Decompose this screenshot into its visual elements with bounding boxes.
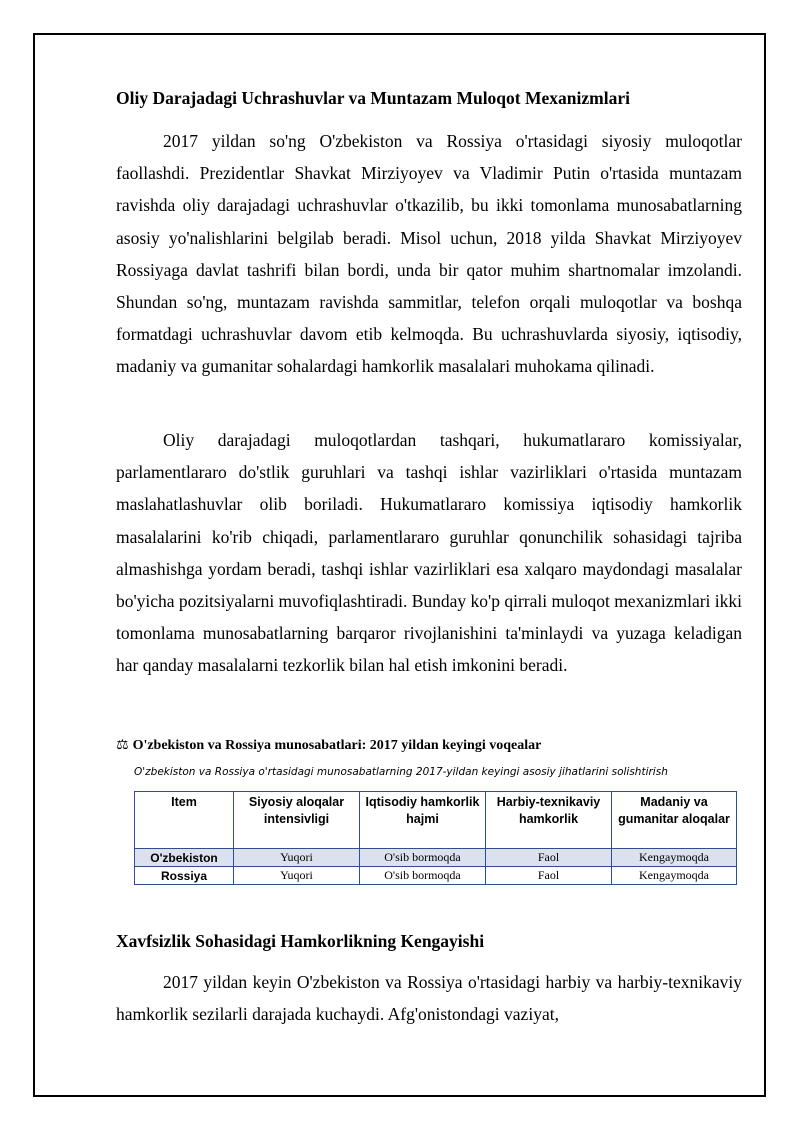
- table-row: [135, 849, 737, 867]
- row-header: O'zbekiston: [135, 849, 234, 867]
- table-row: [135, 867, 737, 885]
- column-header: Harbiy-texnikaviy hamkorlik: [486, 792, 612, 849]
- section-heading: Oliy Darajadagi Uchrashuvlar va Muntazam Muloqot Mexanizmlari: [116, 88, 630, 108]
- table-cell: O'sib bormoqda: [360, 867, 486, 885]
- section-heading: Xavfsizlik Sohasidagi Hamkorlikning Kengayishi: [116, 931, 485, 951]
- table-cell: O'sib bormoqda: [360, 849, 486, 867]
- column-header: Siyosiy aloqalar intensivligi: [234, 792, 360, 849]
- scales-icon: ⚖: [116, 737, 129, 753]
- comparison-table: [134, 791, 737, 885]
- row-header: Rossiya: [135, 867, 234, 885]
- table-cell: Yuqori: [234, 867, 360, 885]
- column-header: Iqtisodiy hamkorlik hajmi: [360, 792, 486, 849]
- table-title-text: O'zbekiston va Rossiya munosabatlari: 2017 yildan keyingi voqealar: [132, 738, 542, 753]
- column-header: Madaniy va gumanitar aloqalar: [612, 792, 737, 849]
- table-cell: Kengaymoqda: [612, 867, 737, 885]
- body-paragraph: Oliy darajadagi muloqotlardan tashqari, hukumatlararo komissiyalar, parlamentlararo do'stlik guruhlari va tashqi ishlar vazirliklari o'rtasida muntazam maslahatlashuvlar olib boriladi. Hukumatlararo komissiya iqtisodiy hamkorlik masalalarini ko'rib chiqadi, parlamentlararo guruhlar qonunchilik sohasidagi tajriba almashishga yordam beradi, tashqi ishlar vazirliklari esa xalqaro maydondagi masalalar bo'yicha pozitsiyalarni muvofiqlashtiradi. Bunday ko'p qirrali muloqot mexanizmlari ikki tomonlama munosabatlarning barqaror rivojlanishini ta'minlaydi va yuzaga keladigan har qanday masalalarni tezkorlik bilan hal etish imkonini beradi.: [116, 430, 742, 676]
- table-cell: Faol: [486, 867, 612, 885]
- table-cell: Faol: [486, 849, 612, 867]
- table-title: [116, 737, 742, 754]
- table-cell: Kengaymoqda: [612, 849, 737, 867]
- body-paragraph: 2017 yildan so'ng O'zbekiston va Rossiya o'rtasidagi siyosiy muloqotlar faollashdi. Prezidentlar Shavkat Mirziyoyev va Vladimir Putin o'rtasida muntazam ravishda oliy darajadagi uchrashuvlar o'tkazilib, bu ikki tomonlama munosabatlarning asosiy yo'nalishlarini belgilab beradi. Misol uchun, 2018 yilda Shavkat Mirziyoyev Rossiyaga davlat tashrifi bilan bordi, unda bir qator muhim shartnomalar imzolandi. Shundan so'ng, muntazam ravishda sammitlar, telefon orqali muloqotlar va boshqa formatdagi uchrashuvlar davom etib kelmoqda. Bu uchrashuvlarda siyosiy, iqtisodiy, madaniy va gumanitar sohalardagi hamkorlik masalalari muhokama qilinadi.: [116, 131, 742, 377]
- table-cell: Yuqori: [234, 849, 360, 867]
- column-header: Item: [135, 792, 234, 849]
- body-paragraph: 2017 yildan keyin O'zbekiston va Rossiya o'rtasidagi harbiy va harbiy-texnikaviy hamkorlik sezilarli darajada kuchaydi. Afg'onistondagi vaziyat,: [116, 972, 742, 1025]
- table-header-row: [135, 792, 737, 849]
- table-subtitle: O'zbekiston va Rossiya o'rtasidagi munosabatlarning 2017-yildan keyingi asosiy jihatlarini solishtirish: [134, 766, 668, 778]
